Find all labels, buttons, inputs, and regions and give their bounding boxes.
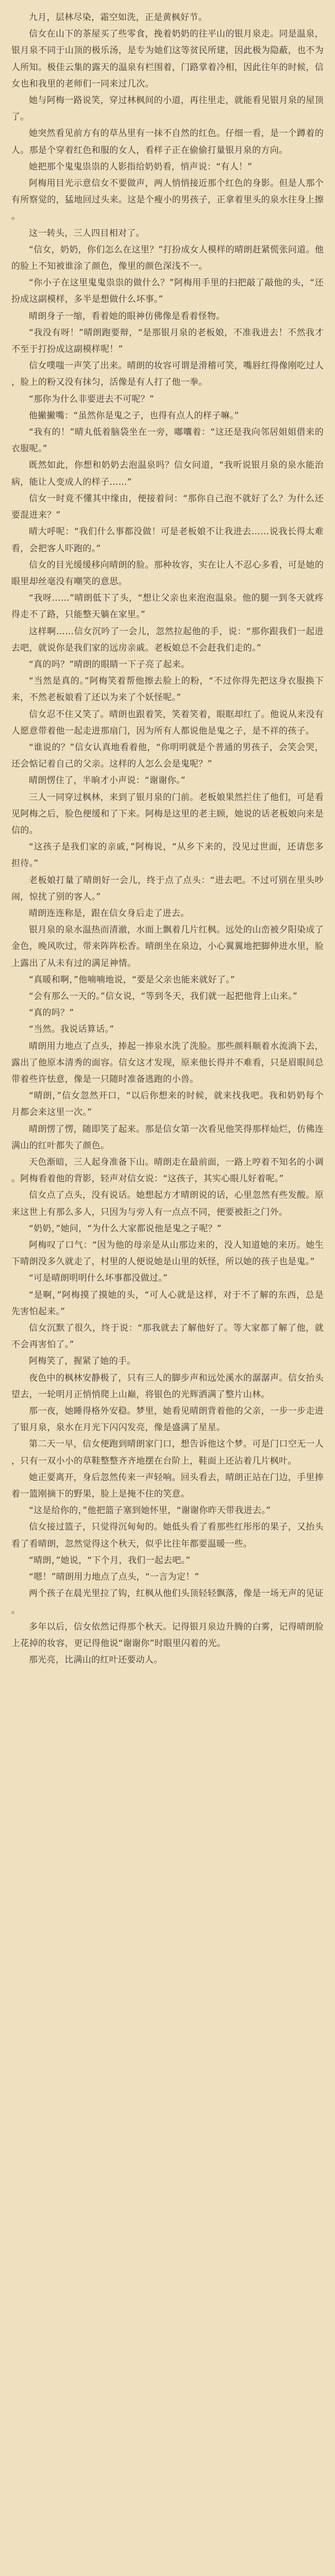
paragraph: “我呀……”晴朗低下了头，“想让父亲也来泡泡温泉。他的腿一到冬天就疼得走不了路，只能整天躺在家里。” (11, 593, 324, 620)
paragraph: 阿梅叹了口气：“因为他的母亲是从山那边来的，没人知道她的来历。她生下晴朗没多久就走了，村里的人便说她是山里的妖怪，所以她的孩子也是鬼。” (11, 1240, 324, 1267)
paragraph: 她把那个鬼鬼祟祟的人影指给奶奶看，悄声说：“有人！” (29, 161, 253, 172)
paragraph: 晴朗连连称是，跟在信女身后走了进去。 (29, 908, 190, 919)
paragraph: 晴朗愣住了，半晌才小声说：“谢谢你。” (29, 775, 186, 786)
paragraph: 多年以后，信女依然记得那个秋天。记得银月泉边升腾的白雾，记得晴朗脸上花掉的妆容，更记得他说“谢谢你”时眼里闪着的光。 (11, 1621, 324, 1649)
paragraph: “奶奶，”她问，“为什么大家都说他是鬼之子呢？” (29, 1223, 222, 1234)
paragraph: “你小子在这里鬼鬼祟祟的做什么？”阿梅用手里的扫把敲了敲他的头，“还扮成这副模样，多半是想做什么坏事。” (11, 278, 324, 305)
paragraph: 阿梅笑了，握紧了她的手。 (29, 1356, 136, 1367)
paragraph: 信女点了点头，没有说话。她想起方才晴朗说的话，心里忽然有些发酸。原来这世上有那么多人，只因为与旁人有一点点不同，便要被拒之门外。 (11, 1190, 324, 1217)
paragraph: 阿梅用目光示意信女不要做声，两人悄悄接近那个红色的身影。但是人那个有所察觉的，猛地回过头来。这是个瘦小的男孩子，正拿着里头的泉水往身上擦。 (11, 178, 324, 222)
paragraph: 信女接过篮子，只觉得沉甸甸的。她低头看了看那些红彤彤的果子，又抬头看了看晴朗，忽然觉得这个秋天，似乎比往年都要温暖一些。 (11, 1522, 324, 1549)
paragraph: 九月，层林尽染，霜空如洗，正是黄枫好节。 (29, 12, 207, 23)
paragraph: 信女在山下的茶屋买了些零食，挽着奶奶的往平山的银月泉走。同是温泉，银月泉不同于山顶的极乐汤，是专为她们这等贫民所建，因此极为隐蔽，也不为人所知。极佳云集的露天的温泉有栏围着，门路掌着冷相，因此往年的时候，信女也和我里的老师们一同来过几次。 (11, 29, 324, 89)
paragraph: 两个孩子在晨光里拉了钩，红枫从他们头顶轻轻飘落，像是一场无声的见证。 (11, 1588, 324, 1616)
paragraph: 信女忍不住又笑了。晴朗也跟着笑，笑着笑着，眼眶却红了。他说从来没有人愿意带着他一起走进那扇门，因为所有人都说他是鬼之子，是不祥的孩子。 (11, 709, 324, 736)
paragraph: 那光亮，比满山的红叶还要动人。 (29, 1655, 163, 1666)
paragraph: “是啊，”阿梅摸了摸她的头，“可人心就是这样，对于不了解的东西，总是先害怕起来。” (11, 1290, 324, 1317)
paragraph: “我没有呀！”晴朗跑要辩，“是那银月泉的老板娘，不准我进去！不然我才不至于打扮成这副模样呢！” (11, 327, 324, 355)
paragraph: “晴朗，”信女忽然开口，“以后你想来的时候，就来找我吧。我和奶奶每个月都会来这里一次。” (11, 1091, 324, 1118)
paragraph: “可是晴朗明明什么坏事都没做过。” (29, 1273, 168, 1284)
paragraph: “这孩子是我们家的亲戚，”阿梅说，“从乡下来的，没见过世面，还请您多担待。” (11, 842, 324, 869)
paragraph: 信女一时竟不懂其中缘由，便接着问：“那你自己泡不就好了么？为什么还要混进来？” (11, 493, 324, 521)
paragraph: “这是给你的，”他把篮子塞到她怀里，“谢谢你昨天带我进去。” (29, 1505, 271, 1516)
paragraph: “嗯！”晴朗用力地点了点头，“一言为定！” (29, 1572, 199, 1583)
paragraph: “会有那么一天的。”信女说，“等到冬天，我们就一起把他背上山来。” (29, 991, 298, 1002)
paragraph: 她与阿梅一路说笑，穿过林枫间的小道，再往里走，就能看见银月泉的屋顶了。 (11, 95, 324, 123)
paragraph: 这一转头，三人四目相对了。 (29, 228, 145, 239)
paragraph: 第二天一早，信女便跑到晴朗家门口，想告诉他这个梦。可是门口空无一人，只有一双小小的草鞋整整齐齐地摆在台阶上，鞋面上还沾着几片枫叶。 (11, 1439, 324, 1466)
paragraph: 她正要离开，身后忽然传来一声轻响。回头看去，晴朗正站在门边，手里捧着一篮刚摘下的野果，脸上是掩不住的笑意。 (11, 1472, 324, 1500)
paragraph: “当然。我说话算话。” (29, 1024, 114, 1035)
paragraph: “信女，奶奶，你们怎么在这里？”打扮成女人模样的晴朗赶紧慌张问道。他的脸上不知被谁涂了颜色，像里的颜色深浅不一。 (11, 244, 324, 272)
paragraph: “晴朗，”她说，“下个月，我们一起去吧。” (29, 1555, 191, 1566)
paragraph: 晴大呼呢：“我们什么事都没做！可是老板娘不让我进去……说我长得太难看，会把客人吓跑的。” (11, 527, 324, 554)
paragraph: 信女沉默了很久，终于说：“那我就去了解他好了。等大家都了解了他，就不会再害怕了。” (11, 1323, 324, 1350)
paragraph: 信女的目光缓缓移向晴朗的脸。那种妆容，实在让人不忍心多看，可是她的眼里却丝毫没有嘲笑的意思。 (11, 560, 324, 587)
paragraph: “当然是真的。”阿梅笑着帮他擦去脸上的粉，“不过你得先把这身衣服换下来，不然老板娘看了还以为来了个妖怪呢。” (11, 676, 324, 703)
paragraph: “真的吗？”晴朗的眼睛一下子亮了起来。 (29, 659, 190, 670)
paragraph: 晴朗用力地点了点头，捧起一捧泉水洗了洗脸。那些颜料顺着水流淌下去，露出了他原本清秀的面容。信女这才发现，原来他长得并不难看，只是眉眼间总带着些许怯意，像是一只随时准备逃跑的小兽。 (11, 1041, 324, 1084)
paragraph: “真暖和啊，”他喃喃地说，“要是父亲也能来就好了。” (29, 974, 236, 985)
paragraph: 夜色中的枫林安静极了，只有三人的脚步声和远处溪水的潺潺声。信女抬头望去，一轮明月正悄悄爬上山巅，将银色的光辉洒满了整片山林。 (11, 1372, 324, 1400)
paragraph: 那一夜，她睡得格外安稳。梦里，她看见晴朗背着他的父亲，一步一步走进了银月泉，泉水在月光下闪闪发亮，像是盛满了星星。 (11, 1406, 324, 1433)
paragraph: 银月泉的泉水温热而清澈，水面上飘着几片红枫。远处的山峦被夕阳染成了金色，晚风吹过，带来阵阵松香。晴朗坐在泉边，小心翼翼地把脚伸进水里，脸上露出了从未有过的满足神情。 (11, 925, 324, 969)
paragraph: 她突然看见前方有的草丛里有一抹不自然的红色。仔细一看，是一个蹲着的人。那是个穿着红色和服的女人，看样子正在偷偷打量银月泉的方向。 (11, 128, 324, 156)
paragraph: 天色渐暗，三人起身准备下山。晴朗走在最前面，一路上哼着不知名的小调。阿梅看着他的背影，轻声对信女说：“这孩子，其实心眼儿好着呢。” (11, 1157, 324, 1184)
paragraph: 老板娘打量了晴朗好一会儿，终于点了点头：“进去吧。不过可别在里头吵闹，惊扰了别的客人。” (11, 875, 324, 902)
paragraph: 既然如此，你想和奶奶去泡温泉吗？信女问道，“我听说银月泉的泉水能治病，能让人变成人的样子……” (11, 460, 324, 487)
paragraph: “谁说的？”信女认真地看着他，“你明明就是个普通的男孩子，会笑会哭，还会惦记着自己的父亲。这样的人怎么会是鬼呢？” (11, 742, 324, 770)
paragraph: 晴朗愣了愣，随即笑了起来。那是信女第一次看见他笑得那样灿烂，仿佛连满山的红叶都失了颜色。 (11, 1124, 324, 1151)
paragraph: 晴朗身子一缩，看着她的眼神仿佛像是看着怪物。 (29, 311, 225, 321)
paragraph: 这样啊……信女沉吟了一会儿，忽然拉起他的手，说：“那你跟我们一起进去吧，就说你是我们家的远房亲戚。老板娘总不会赶我们走的。” (11, 626, 324, 653)
paragraph: 他撇撇嘴：“虽然你是鬼之子，也得有点人的样子嘛。” (29, 410, 239, 421)
paragraph: 信女噗嗤一声笑了出来。晴朗的妆容可谓是滑稽可笑，嘴唇红得像刚吃过人，脸上的粉又没有抹匀，活像是有人打了他一拳。 (11, 361, 324, 388)
paragraph: “我有的！”晴丸低着脑袋坐在一旁，嘟囔着：“这还是我向邻居姐姐借来的衣服呢。” (11, 427, 324, 454)
paragraph: 三人一同穿过枫林，来到了银月泉的门前。老板娘果然拦住了他们，可是看见阿梅之后，脸色便缓和了下来。阿梅是这里的老主顾，她说的话老板娘向来是信的。 (11, 792, 324, 836)
paragraph: “那你为什么非要进去不可呢？” (29, 394, 155, 404)
paragraph: “真的吗？” (29, 1008, 74, 1019)
